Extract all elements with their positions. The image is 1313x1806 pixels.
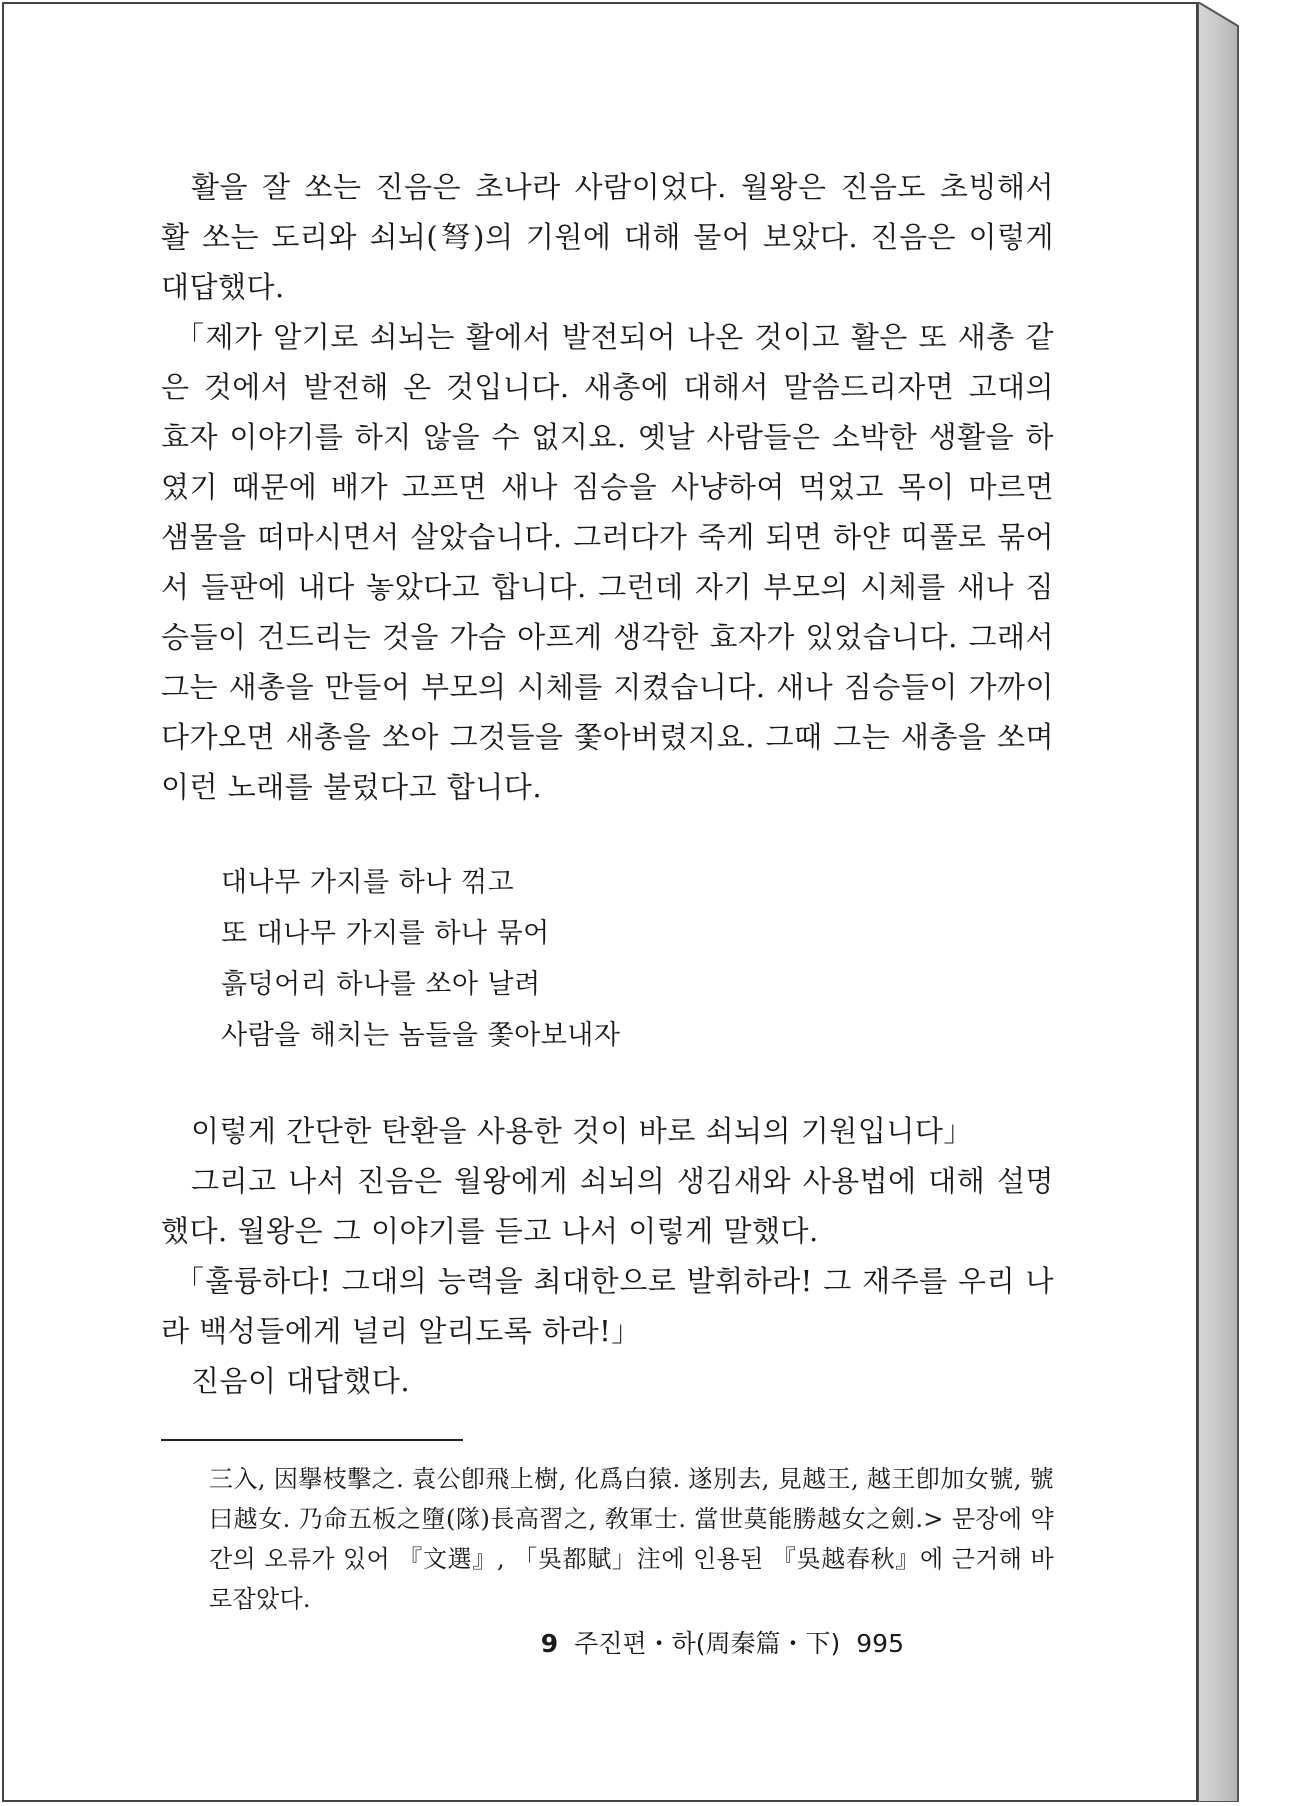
poem-line: 또 대나무 가지를 하나 묶어	[221, 918, 550, 949]
chapter-title: 주진편・하(周秦篇・下)	[574, 1629, 841, 1658]
poem-line: 흙덩어리 하나를 쏘아 날려	[221, 969, 541, 1000]
poem-line: 사람을 해치는 놈들을 쫓아보내자	[221, 1020, 621, 1051]
page-number: 995	[856, 1629, 904, 1658]
page-footer	[541, 1624, 904, 1660]
footnote-divider	[161, 1439, 463, 1441]
paragraph-1: 활을 잘 쏘는 진음은 초나라 사람이었다. 월왕은 진음도 초빙해서 활 쏘는 도리와 쇠뇌(弩)의 기원에 대해 물어 보았다. 진음은 이렇게 대답했다.	[161, 170, 1054, 304]
book-spine	[1198, 2, 1246, 1802]
paragraph-4: 그리고 나서 진음은 월왕에게 쇠뇌의 생김새와 사용법에 대해 설명했다. 월왕은 그 이야기를 듣고 나서 이렇게 말했다.	[161, 1164, 1054, 1248]
footnote: 三入, 因擧枝擊之. 袁公卽飛上樹, 化爲白猿. 遂別去, 見越王, 越王卽加女號, 號曰越女. 乃命五板之墮(隊)長高習之, 敎軍士. 當世莫能勝越女之劍.> 문장에 약간의 오류가 있어 『文選』, 「吳都賦」注에 인용된 『吳越春秋』에 근거해 바로잡았다.	[209, 1465, 1054, 1613]
paragraph-2: 「제가 알기로 쇠뇌는 활에서 발전되어 나온 것이고 활은 또 새총 같은 것에서 발전해 온 것입니다. 새총에 대해서 말씀드리자면 고대의 효자 이야기를 하지 않을 수 없지요. 옛날 사람들은 소박한 생활을 하였기 때문에 배가 고프면 새나 짐승을 사냥하여 먹었고 목이 마르면 샘물을 떠마시면서 살았습니다. 그러다가 죽게 되면 하얀 띠풀로 묶어서 들판에 내다 놓았다고 합니다. 그런데 자기 부모의 시체를 새나 짐승들이 건드리는 것을 가슴 아프게 생각한 효자가 있었습니다. 그래서 그는 새총을 만들어 부모의 시체를 지켰습니다. 새나 짐승들이 가까이 다가오면 새총을 쏘아 그것들을 쫓아버렸지요. 그때 그는 새총을 쏘며 이런 노래를 불렀다고 합니다.	[161, 320, 1054, 804]
paragraph-5: 「훌륭하다! 그대의 능력을 최대한으로 발휘하라! 그 재주를 우리 나라 백성들에게 널리 알리도록 하라!」	[161, 1264, 1054, 1348]
paragraph-6: 진음이 대답했다.	[191, 1364, 411, 1398]
main-text	[161, 162, 1054, 1406]
book-page	[2, 2, 1198, 1802]
paragraph-3: 이렇게 간단한 탄환을 사용한 것이 바로 쇠뇌의 기원입니다」	[191, 1114, 973, 1148]
chapter-number: 9	[540, 1629, 559, 1658]
poem	[221, 857, 1054, 1061]
poem-line: 대나무 가지를 하나 꺾고	[221, 867, 515, 898]
